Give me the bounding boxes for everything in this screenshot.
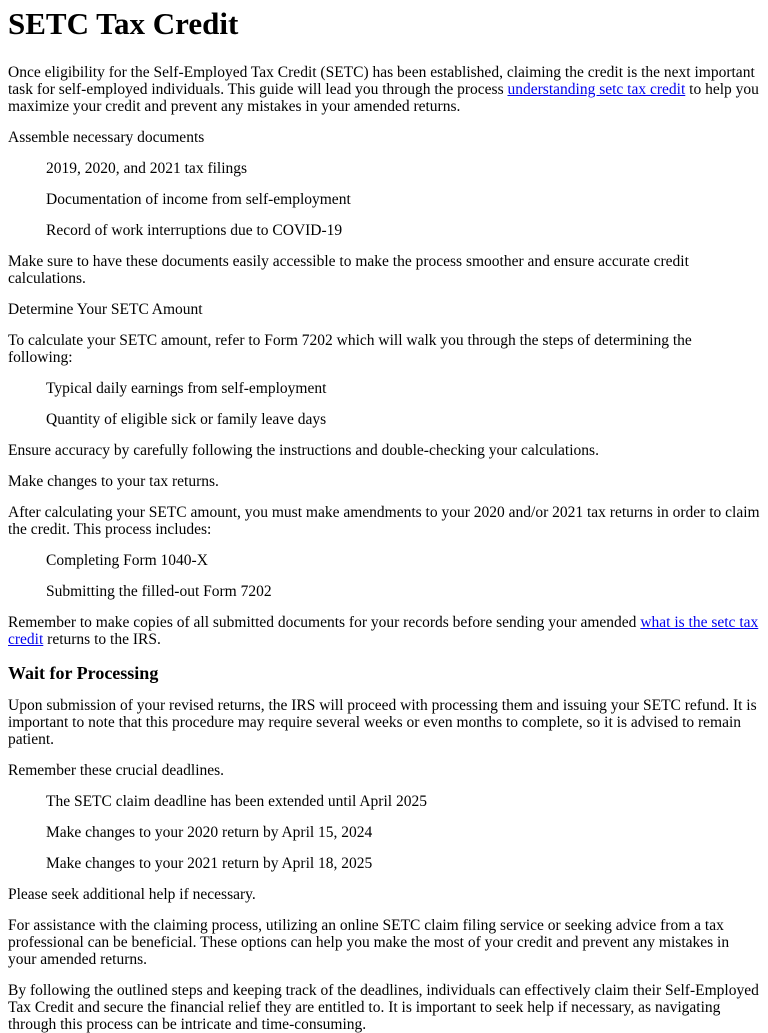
intro-paragraph [8, 64, 760, 115]
changes-note-after-link: returns to the IRS. [43, 631, 161, 648]
deadlines-heading: Remember these crucial deadlines. [8, 762, 225, 779]
deadline-item: Make changes to your 2020 return by April 15, 2024 [46, 824, 373, 841]
changes-note [8, 614, 760, 648]
changes-heading: Make changes to your tax returns. [8, 473, 219, 490]
changes-item: Completing Form 1040-X [46, 552, 208, 569]
determine-note: Ensure accuracy by carefully following the instructions and double-checking your calculations. [8, 442, 599, 459]
deadline-item: Make changes to your 2021 return by April 18, 2025 [46, 855, 373, 872]
determine-heading: Determine Your SETC Amount [8, 301, 203, 318]
what-is-setc-link[interactable]: what is the setc tax credit [8, 614, 759, 648]
determine-item: Typical daily earnings from self-employment [46, 380, 327, 397]
processing-text: Upon submission of your revised returns, the IRS will proceed with processing them and issuing your SETC refund. It is important to note that this procedure may require several weeks or even months to complete, so it is advised to remain patient. [8, 697, 757, 748]
deadline-item: The SETC claim deadline has been extended until April 2025 [46, 793, 427, 810]
conclusion-paragraph: By following the outlined steps and keeping track of the deadlines, individuals can effectively claim their Self-Employed Tax Credit and secure the financial relief they are entitled to. It is important to seek help if necessary, as navigating through this process can be intricate and time-consuming. [8, 982, 759, 1033]
assemble-heading: Assemble necessary documents [8, 129, 205, 146]
help-text: For assistance with the claiming process, utilizing an online SETC claim filing service or seeking advice from a tax professional can be beneficial. These options can help you make the most of your credit and prevent any mistakes in your amended returns. [8, 917, 730, 968]
changes-note-before-link: Remember to make copies of all submitted documents for your records before sending your amended [8, 614, 641, 631]
changes-intro: After calculating your SETC amount, you must make amendments to your 2020 and/or 2021 tax returns in order to claim the credit. This process includes: [8, 504, 760, 538]
intro-text-after-link: to help you maximize your credit and prevent any mistakes in your amended returns. [8, 81, 759, 115]
determine-item: Quantity of eligible sick or family leave days [46, 411, 327, 428]
page-title: SETC Tax Credit [8, 6, 239, 41]
assemble-item: Record of work interruptions due to COVID-19 [46, 222, 343, 239]
processing-heading: Wait for Processing [8, 663, 159, 683]
assemble-item: 2019, 2020, and 2021 tax filings [46, 160, 248, 177]
assemble-note: Make sure to have these documents easily accessible to make the process smoother and ensure accurate credit calculations. [8, 253, 689, 287]
assemble-item: Documentation of income from self-employment [46, 191, 351, 208]
intro-text-before-link: Once eligibility for the Self-Employed Tax Credit (SETC) has been established, claiming the credit is the next important task for self-employed individuals. This guide will lead you through the process [8, 64, 755, 98]
changes-item: Submitting the filled-out Form 7202 [46, 583, 272, 600]
determine-intro: To calculate your SETC amount, refer to Form 7202 which will walk you through the steps of determining the following: [8, 332, 692, 366]
help-heading: Please seek additional help if necessary. [8, 886, 256, 903]
understanding-setc-link[interactable]: understanding setc tax credit [507, 81, 686, 98]
